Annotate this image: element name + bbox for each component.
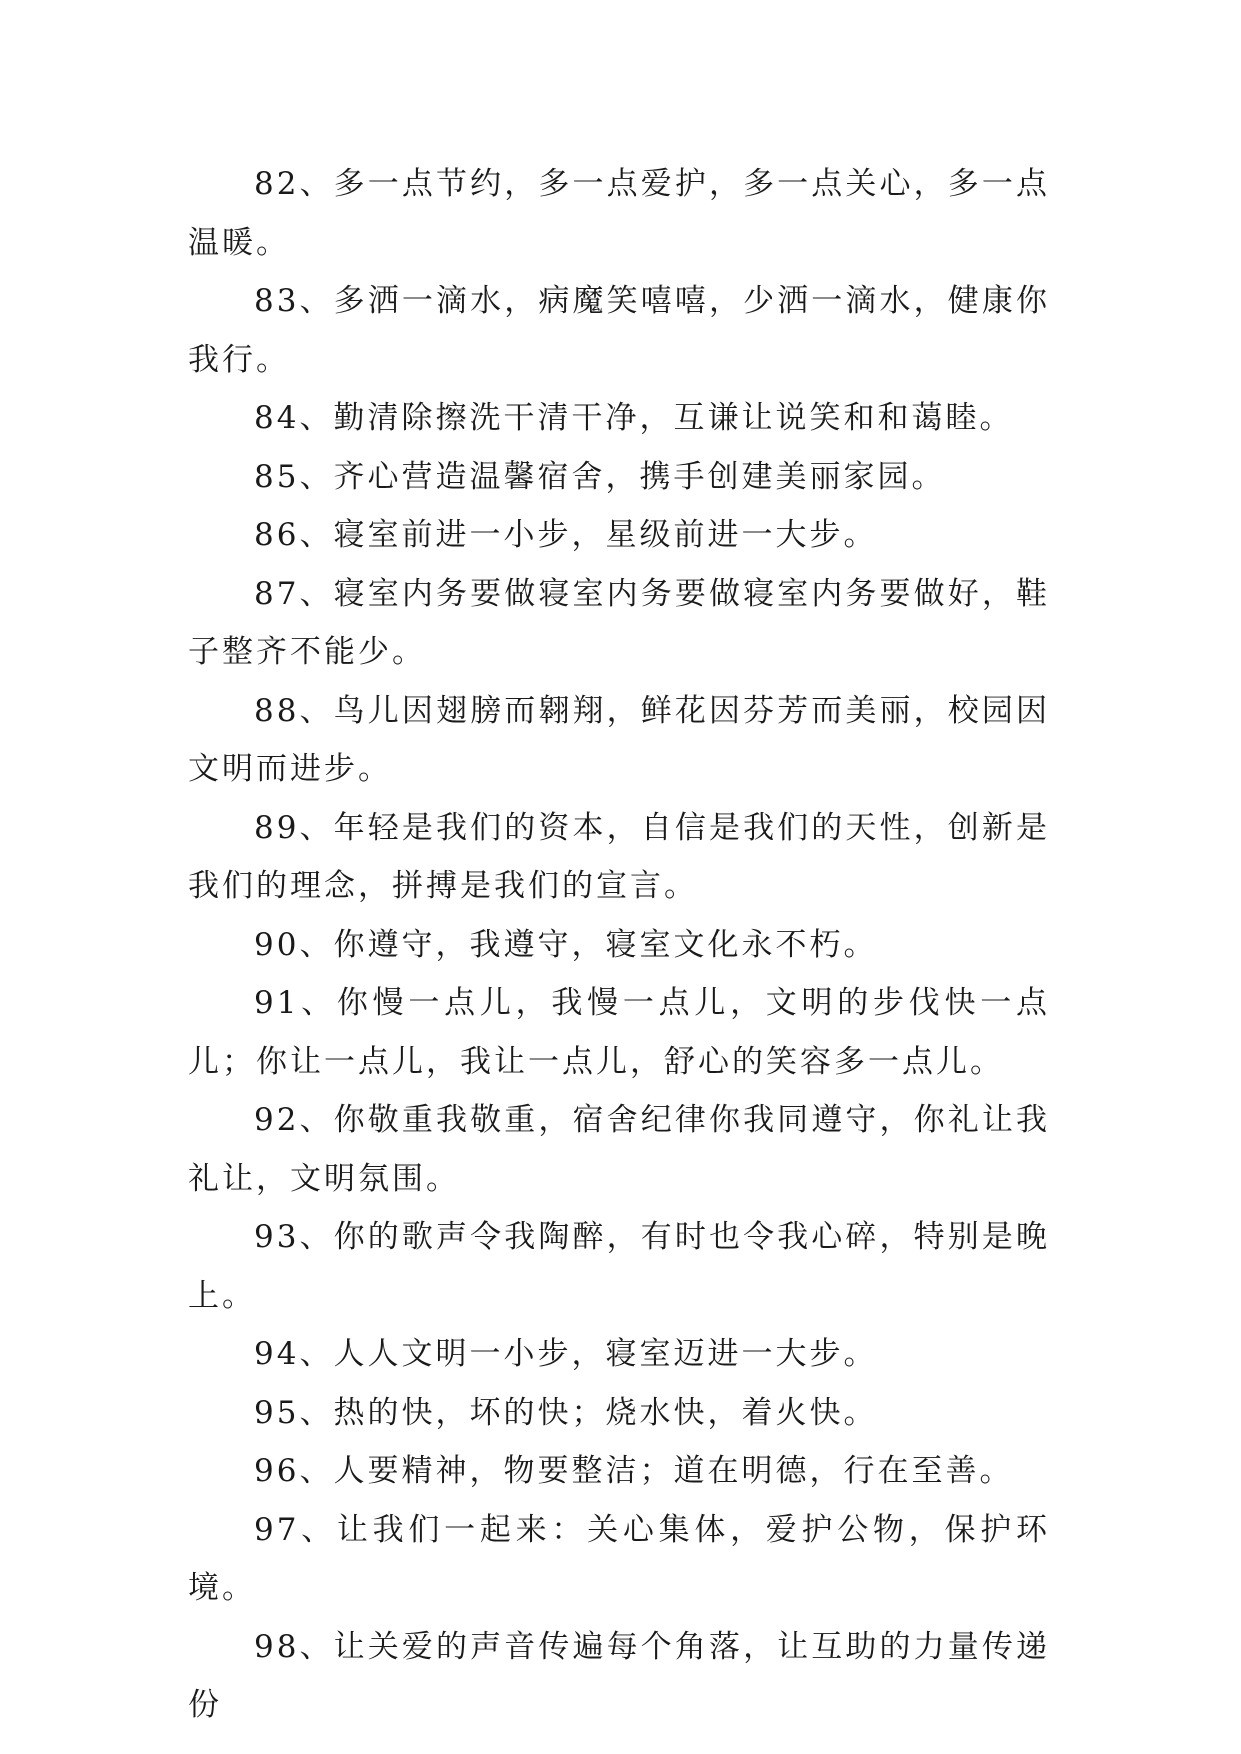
slogan-84: 84、勤清除擦洗干清干净，互谦让说笑和和蔼睦。 [254,400,1014,436]
slogan-91: 91、你慢一点儿，我慢一点儿，文明的步伐快一点儿；你让一点儿，我让一点儿，舒心的笑容多一点儿。 [188,985,1050,1080]
slogan-88: 88、鸟儿因翅膀而翱翔，鲜花因芬芳而美丽，校园因文明而进步。 [188,692,1050,787]
slogan-85: 85、齐心营造温馨宿舍，携手创建美丽家园。 [254,458,946,495]
slogan-87: 87、寝室内务要做寝室内务要做寝室内务要做好，鞋子整齐不能少。 [188,575,1050,670]
slogan-98: 98、让关爱的声音传遍每个角落，让互助的力量传递份 [188,1628,1050,1723]
slogan-96: 96、人要精神，物要整洁；道在明德，行在至善。 [254,1453,1014,1489]
slogan-90: 90、你遵守，我遵守，寝室文化永不朽。 [254,926,878,963]
slogan-92: 92、你敬重我敬重，宿舍纪律你我同遵守，你礼让我礼让，文明氛围。 [188,1102,1050,1197]
slogan-86: 86、寝室前进一小步，星级前进一大步。 [254,517,878,553]
slogan-82: 82、多一点节约，多一点爱护，多一点关心，多一点温暖。 [188,166,1050,261]
slogan-95: 95、热的快，坏的快；烧水快，着火快。 [254,1394,878,1431]
slogan-93: 93、你的歌声令我陶醉，有时也令我心碎，特别是晚上。 [188,1219,1050,1314]
slogan-89: 89、年轻是我们的资本，自信是我们的天性，创新是我们的理念，拼搏是我们的宣言。 [188,809,1050,904]
slogan-83: 83、多洒一滴水，病魔笑嘻嘻，少洒一滴水，健康你我行。 [188,283,1050,378]
slogan-94: 94、人人文明一小步，寝室迈进一大步。 [254,1336,878,1372]
slogan-list [188,155,1050,1735]
slogan-97: 97、让我们一起来：关心集体，爱护公物，保护环境。 [188,1511,1050,1606]
